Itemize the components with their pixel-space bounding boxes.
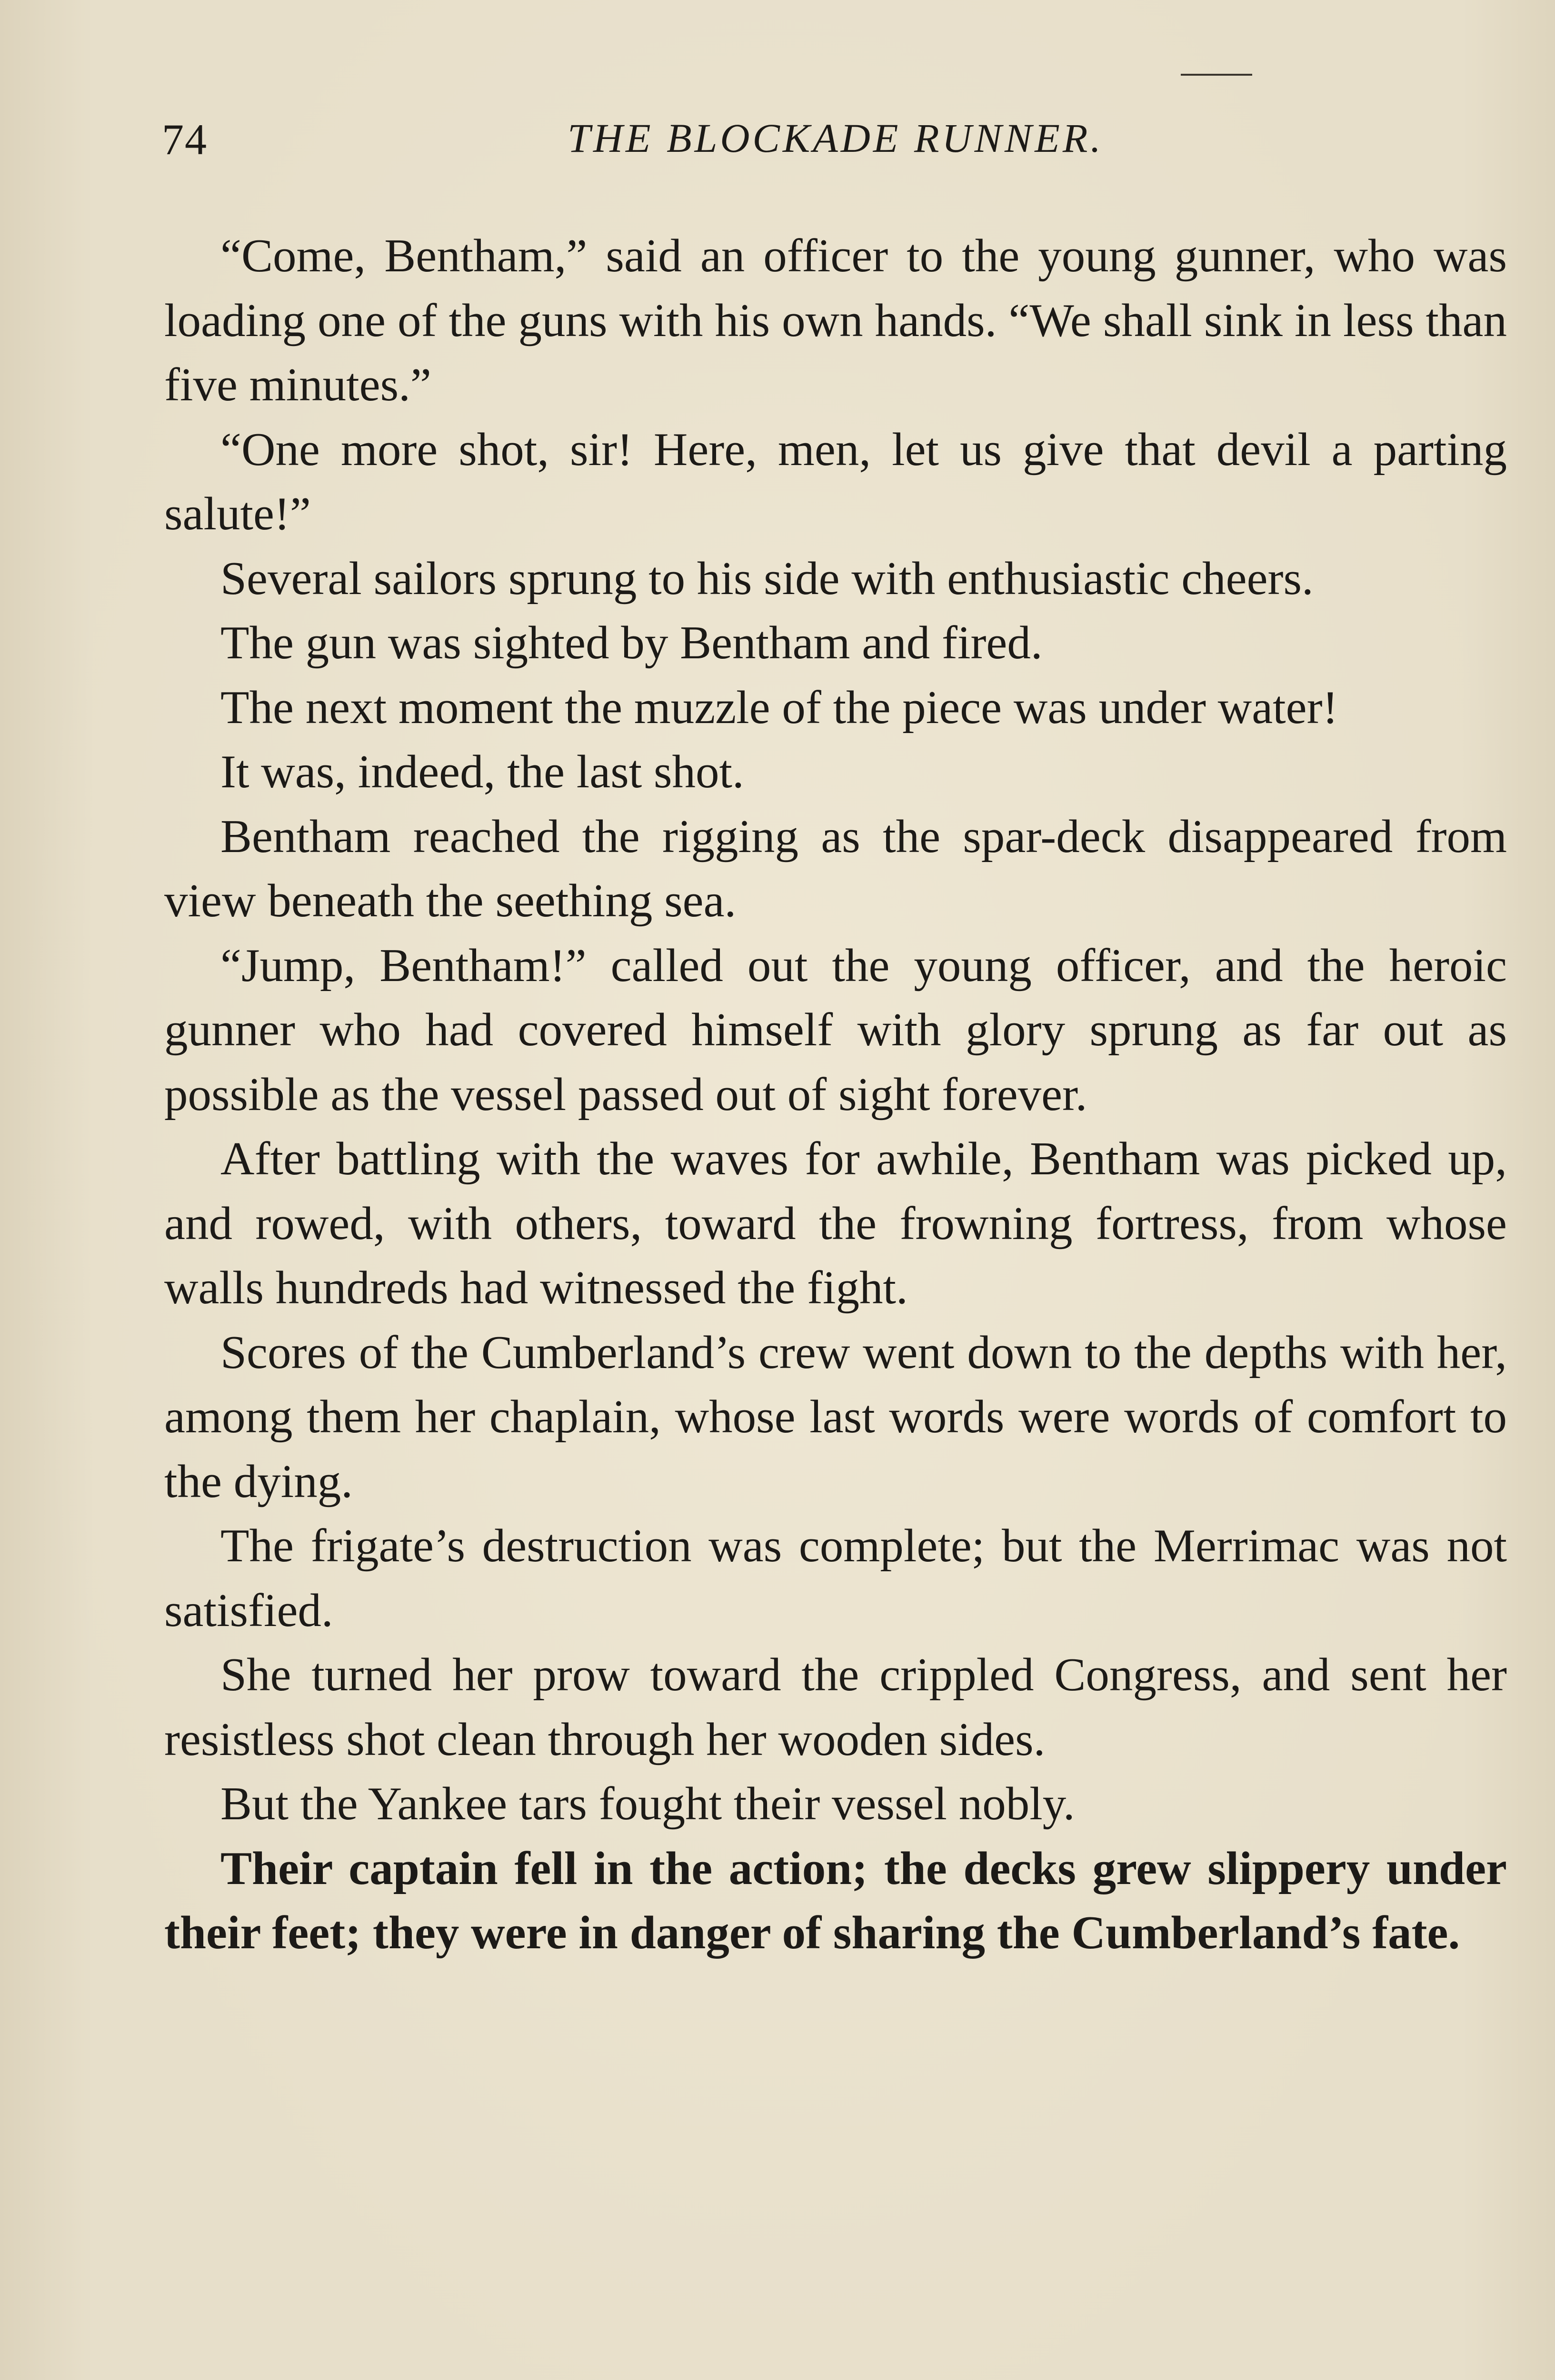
paragraph: It was, indeed, the last shot. [220, 746, 744, 798]
page-number: 74 [162, 115, 208, 164]
page-header [162, 105, 1509, 176]
paragraph: “One more shot, sir! Here, men, let us give that devil a parting salute!” [164, 423, 1507, 540]
paragraph: “Jump, Bentham!” called out the young officer, and the heroic gunner who had covered himself with glory sprung as far out as possible as the vessel passed out of sight forever. [164, 939, 1507, 1121]
top-rule [1181, 74, 1252, 76]
body-text [164, 224, 1507, 1965]
paragraph: Bentham reached the rigging as the spar-deck disappeared from view beneath the seething sea. [164, 810, 1507, 927]
paragraph: Their captain fell in the action; the decks grew slippery under their feet; they were in danger of sharing the Cumberland’s fate. [164, 1842, 1507, 1959]
running-title: THE BLOCKADE RUNNER. [568, 115, 1104, 161]
paragraph: The next moment the muzzle of the piece was under water! [220, 681, 1338, 734]
paragraph: She turned her prow toward the crippled Congress, and sent her resistless shot clean through her wooden sides. [164, 1649, 1507, 1765]
paragraph: After battling with the waves for awhile, Bentham was picked up, and rowed, with others, toward the frowning fortress, from whose walls hundreds had witnessed the fight. [164, 1133, 1507, 1314]
paragraph: The gun was sighted by Bentham and fired. [220, 617, 1043, 669]
paragraph: Several sailors sprung to his side with enthusiastic cheers. [220, 552, 1314, 605]
paragraph: But the Yankee tars fought their vessel nobly. [220, 1778, 1075, 1830]
paragraph: The frigate’s destruction was complete; but the Merrimac was not satisfied. [164, 1520, 1507, 1636]
paragraph: “Come, Bentham,” said an officer to the young gunner, who was loading one of the guns with his own hands. “We shall sink in less than five minutes.” [164, 230, 1507, 411]
paragraph: Scores of the Cumberland’s crew went down to the depths with her, among them her chaplain, whose last words were words of comfort to the dying. [164, 1326, 1507, 1507]
